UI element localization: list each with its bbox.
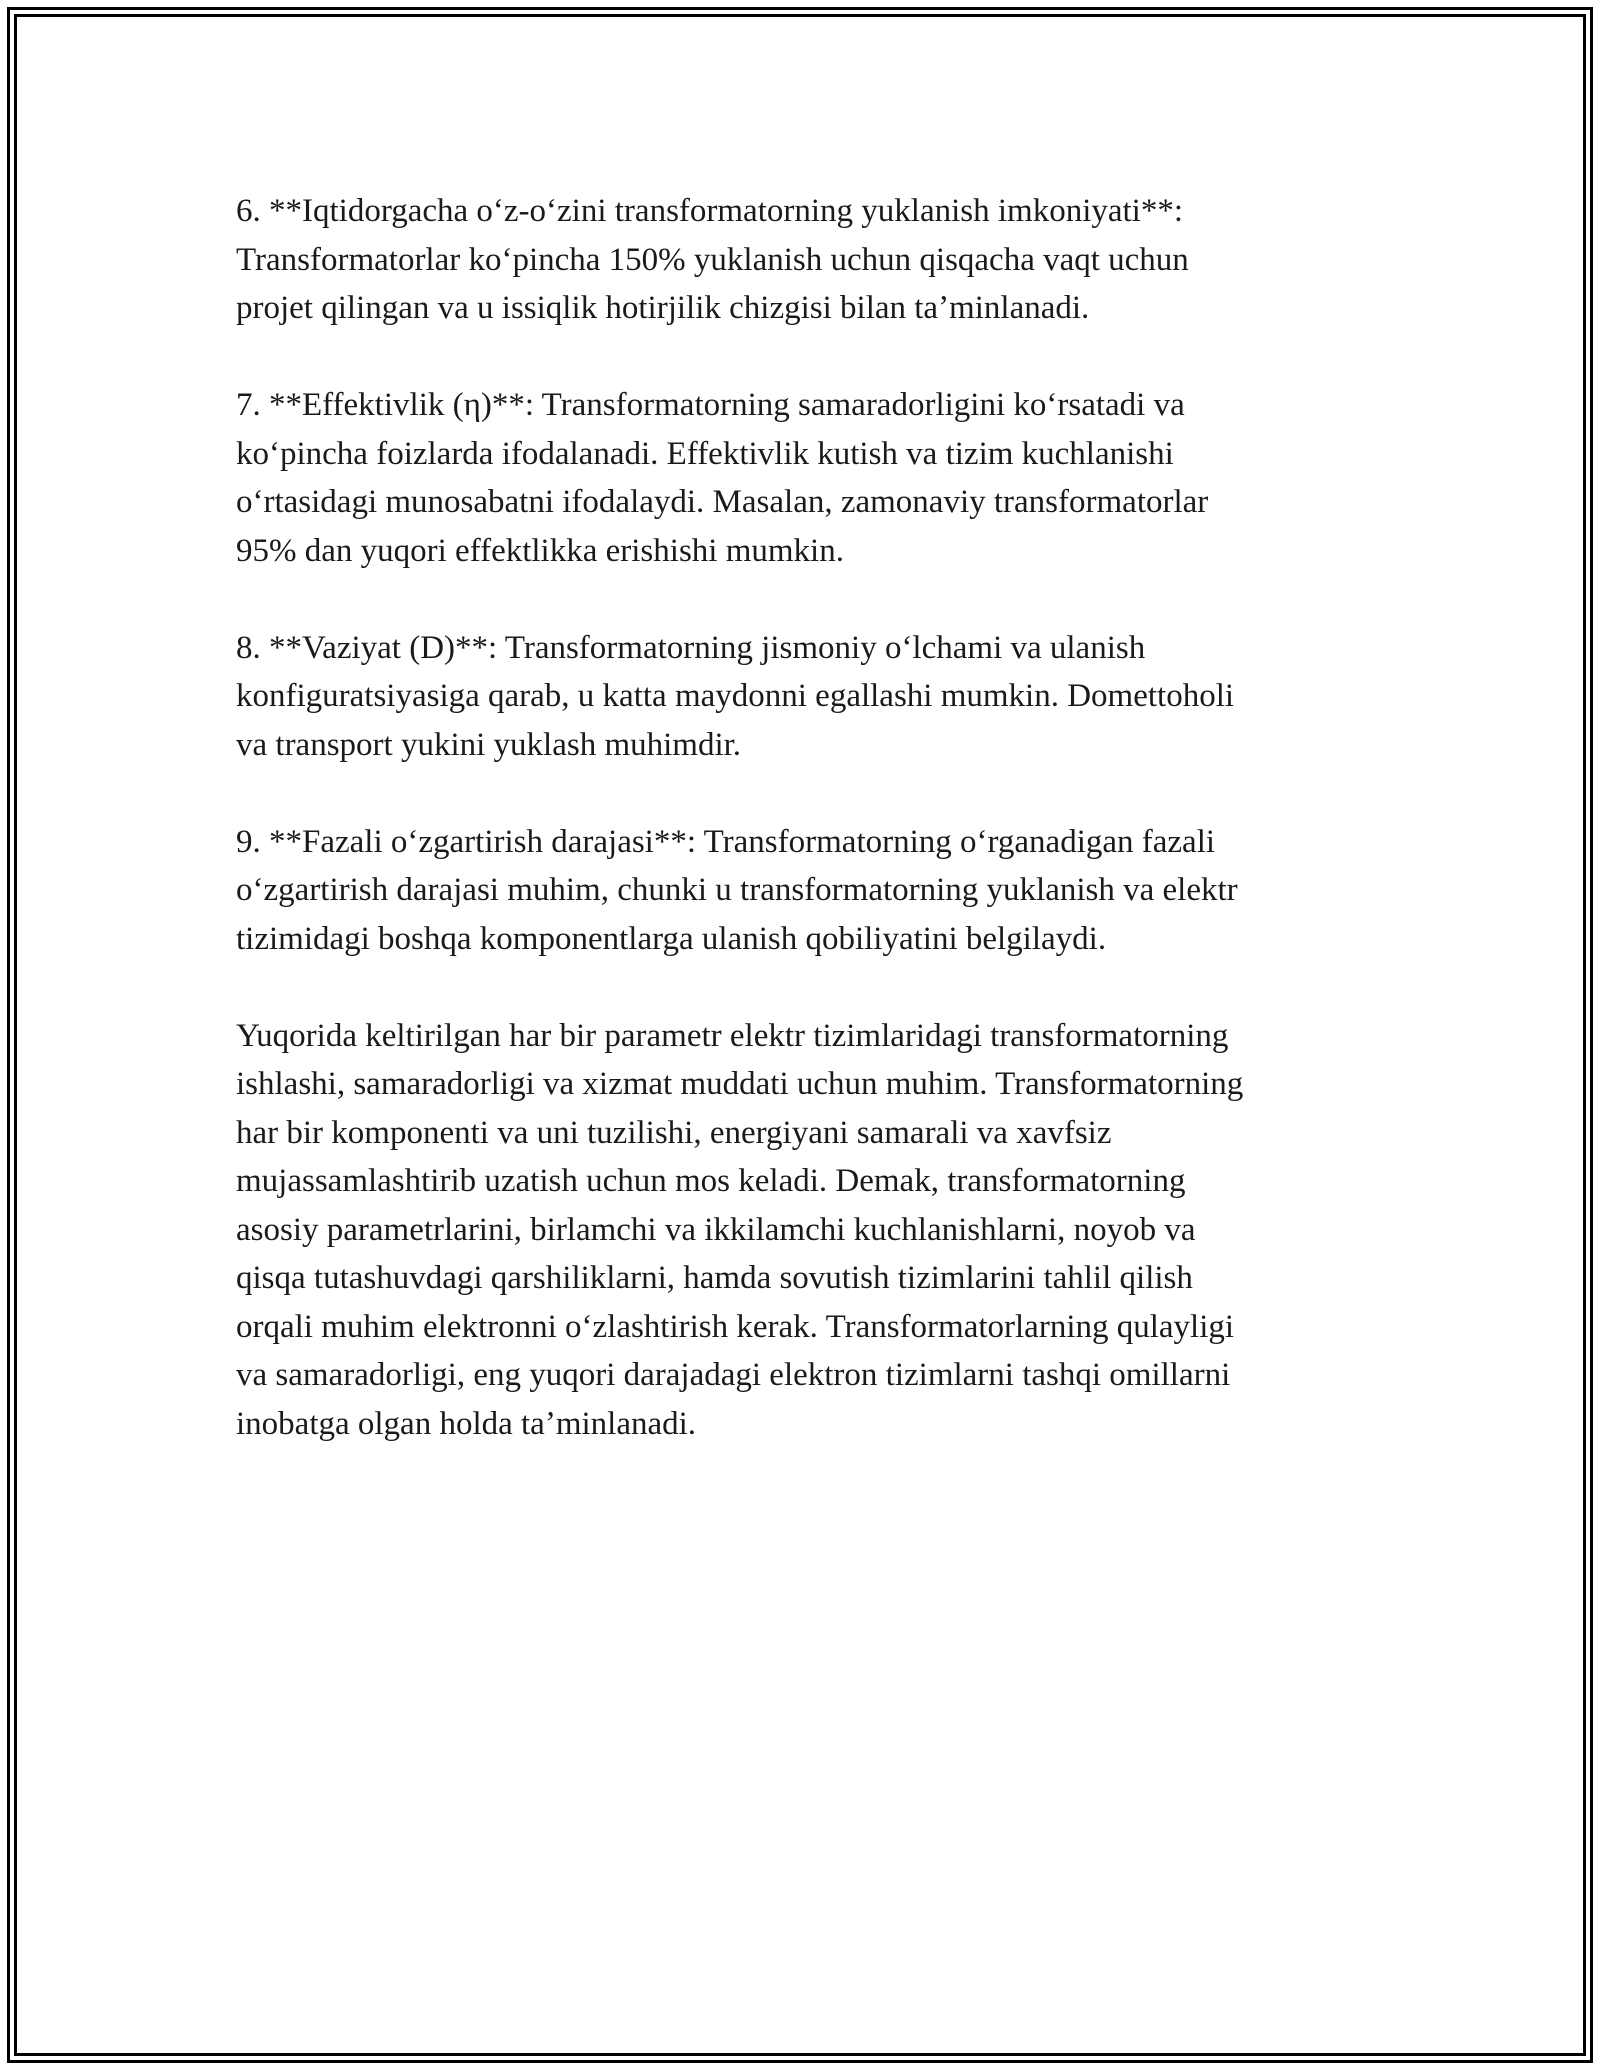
paragraph-item-9: 9. **Fazali oʻzgartirish darajasi**: Transformatorning oʻrganadigan fazali oʻzgartirish darajasi muhim, chunki u transformatorning yuklanish va elektr tizimidagi boshqa komponentlarga ulanish qobiliyatini belgilaydi. bbox=[236, 823, 1238, 957]
paragraph-item-7: 7. **Effektivlik (η)**: Transformatorning samaradorligini koʻrsatadi va koʻpincha foizlarda ifodalanadi. Effektivlik kutish va tizim kuchlanishi oʻrtasidagi munosabatni ifodalaydi. Masalan, zamonaviy transformatorlar 95% dan yuqori effektlikka erishishi mumkin. bbox=[236, 387, 1209, 569]
document-body bbox=[236, 187, 1366, 1448]
paragraph-conclusion: Yuqorida keltirilgan har bir parametr elektr tizimlaridagi transformatorning ishlashi, samaradorligi va xizmat muddati uchun muhim. Transformatorning har bir komponenti va uni tuzilishi, energiyani samarali va xavfsiz mujassamlashtirib uzatish uchun mos keladi. Demak, transformatorning asosiy parametrlarini, birlamchi va ikkilamchi kuchlanishlarni, noyob va qisqa tutashuvdagi qarshiliklarni, hamda sovutish tizimlarini tahlil qilish orqali muhim elektronni oʻzlashtirish kerak. Transformatorlarning qulayligi va samaradorligi, eng yuqori darajadagi elektron tizimlarni tashqi omillarni inobatga olgan holda taʼminlanadi. bbox=[236, 1017, 1244, 1442]
paragraph-item-8: 8. **Vaziyat (D)**: Transformatorning jismoniy oʻlchami va ulanish konfiguratsiyasiga qarab, u katta maydonni egallashi mumkin. Domettoholi va transport yukini yuklash muhimdir. bbox=[236, 629, 1235, 763]
paragraph-item-6: 6. **Iqtidorgacha oʻz-oʻzini transformatorning yuklanish imkoniyati**: Transformatorlar koʻpincha 150% yuklanish uchun qisqacha vaqt uchun projet qilingan va u issiqlik hotirjilik chizgisi bilan taʼminlanadi. bbox=[236, 193, 1189, 326]
